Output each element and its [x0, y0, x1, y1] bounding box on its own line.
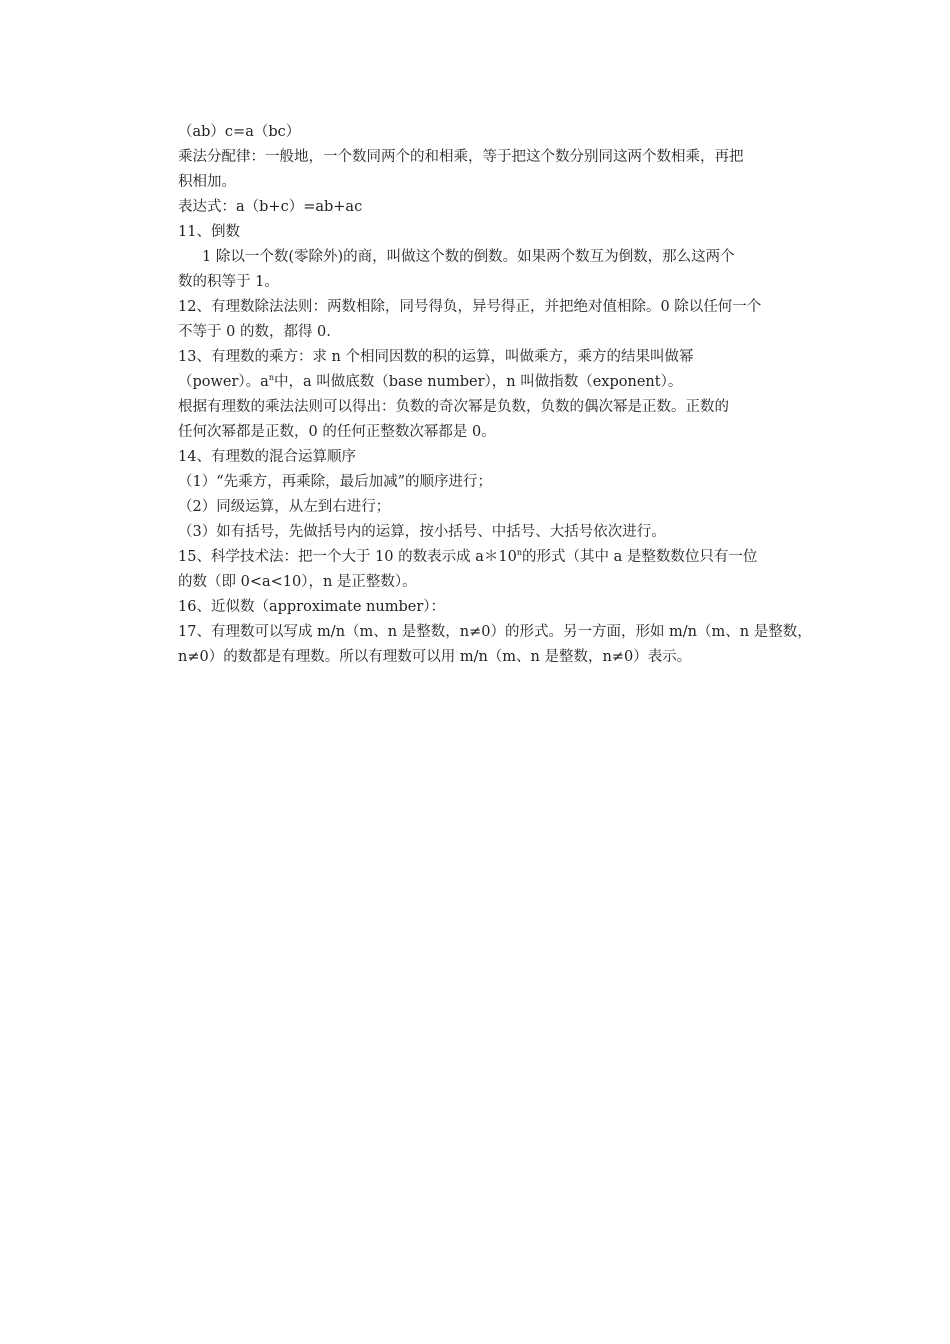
sci-line-before: 15、科学技术法：把一个大于 10 的数表示成 a＊10 [178, 549, 517, 565]
text-line: 13、有理数的乘方：求 n 个相同因数的积的运算，叫做乘方，乘方的结果叫做幂 [178, 349, 694, 365]
list-item: （2）同级运算，从左到右进行； [178, 499, 391, 515]
text-line: 表达式：a（b+c）=ab+ac [178, 199, 363, 215]
text-line: 根据有理数的乘法法则可以得出：负数的奇次幂是负数，负数的偶次幂是正数。正数的 [178, 399, 729, 415]
sci-exponent: n [516, 548, 522, 558]
section-heading: 14、有理数的混合运算顺序 [178, 449, 356, 465]
text-line: 积相加。 [178, 174, 236, 190]
power-line [178, 370, 818, 395]
text-line: 12、有理数除法法则：两数相除，同号得负，异号得正，并把绝对值相除。0 除以任何一个 [178, 299, 762, 315]
section-heading: 11、倒数 [178, 224, 240, 240]
text-line: 乘法分配律：一般地，一个数同两个的和相乘，等于把这个数分别同这两个数相乘，再把 [178, 149, 744, 165]
text-line: 16、近似数（approximate number）： [178, 599, 446, 615]
sci-line-after: 的形式（其中 a 是整数数位只有一位 [521, 549, 758, 565]
list-item: （3）如有括号，先做括号内的运算，按小括号、中括号、大括号依次进行。 [178, 524, 666, 540]
list-item: （1）“先乘方，再乘除，最后加减”的顺序进行； [178, 474, 493, 490]
text-line: （ab）c=a（bc） [178, 124, 301, 140]
power-line-after: 中，a 叫做底数（base number），n 叫做指数（exponent）。 [274, 374, 683, 390]
text-line: n≠0）的数都是有理数。所以有理数可以用 m/n（m、n 是整数，n≠0）表示。 [178, 649, 692, 665]
text-line: 不等于 0 的数，都得 0. [178, 324, 331, 340]
sci-notation-line [178, 545, 818, 570]
text-line: 17、有理数可以写成 m/n（m、n 是整数，n≠0）的形式。另一方面，形如 m/n（m、n 是整数， [178, 624, 812, 640]
text-line: 的数（即 0<a<10），n 是正整数）。 [178, 574, 417, 590]
document-body [178, 120, 818, 670]
text-line: 1 除以一个数(零除外)的商，叫做这个数的倒数。如果两个数互为倒数，那么这两个 [202, 249, 735, 265]
power-exponent: n [268, 373, 274, 383]
power-line-before: （power）。a [178, 374, 269, 390]
text-line: 任何次幂都是正数，0 的任何正整数次幂都是 0。 [178, 424, 496, 440]
text-line: 数的积等于 1。 [178, 274, 279, 290]
